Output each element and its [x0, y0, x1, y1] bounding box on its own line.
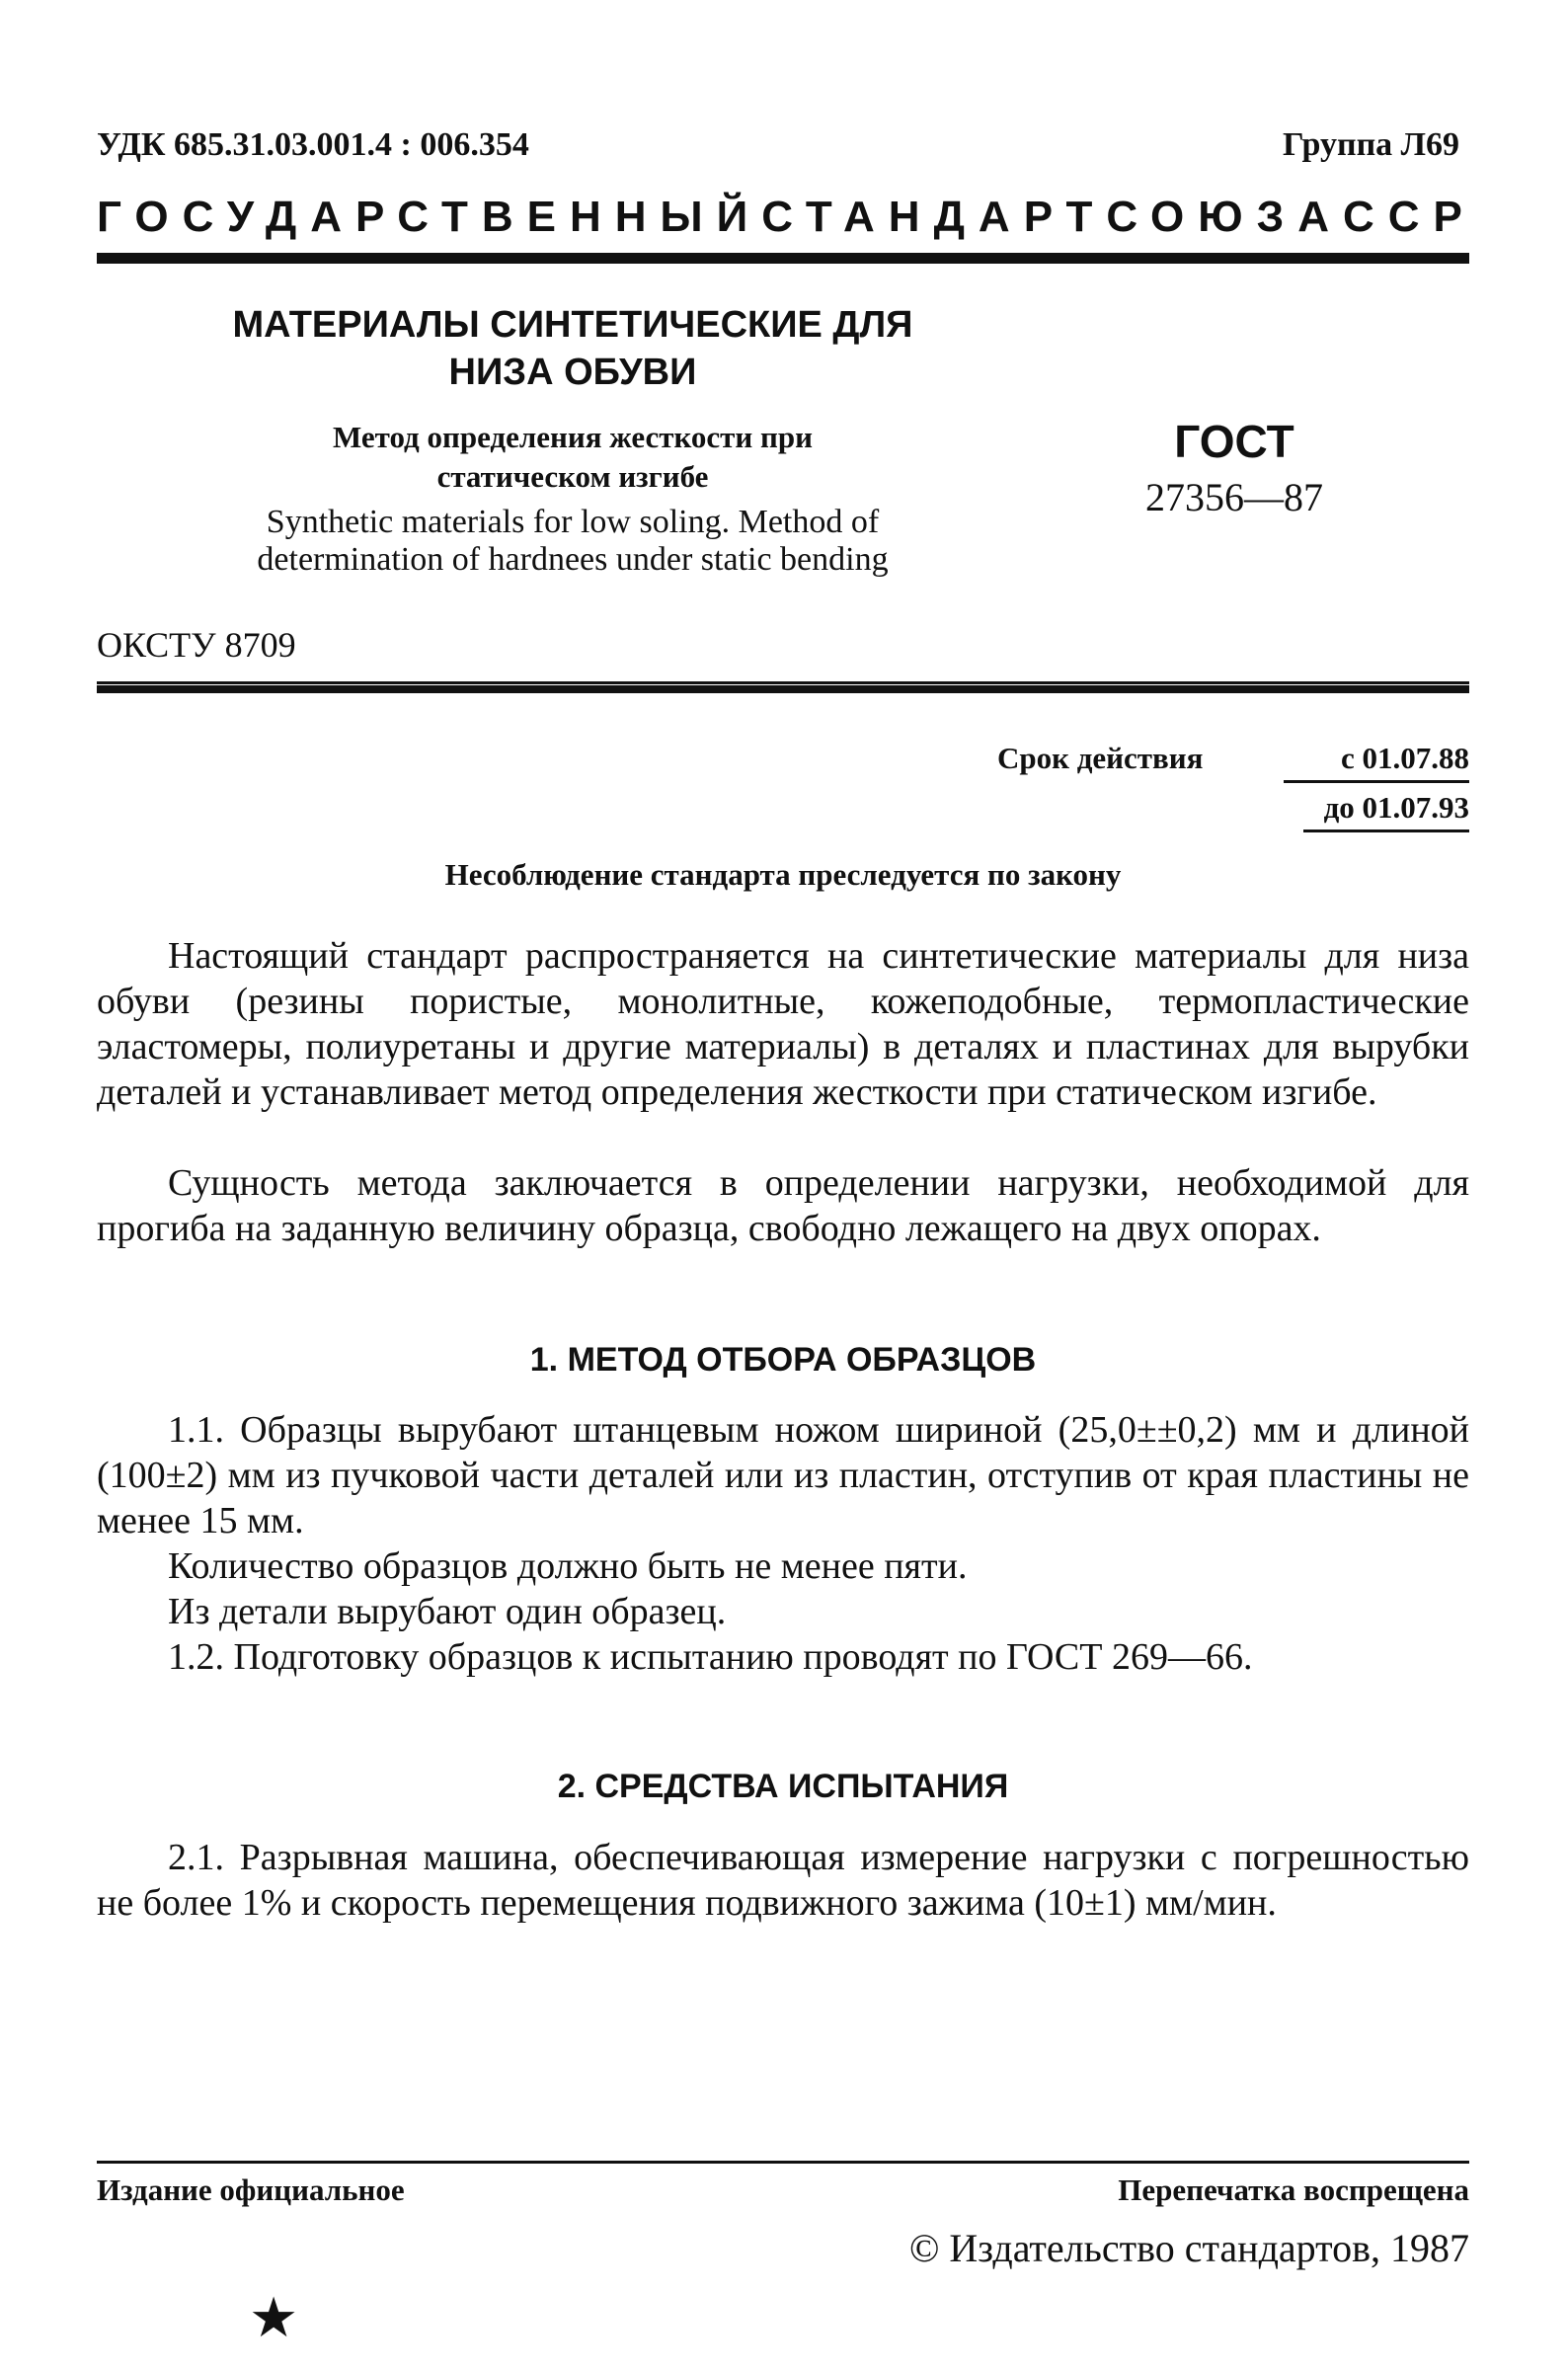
header-rule: [97, 253, 1469, 264]
gost-number: 27356—87: [1145, 475, 1323, 519]
gost-label: ГОСТ: [1174, 416, 1294, 467]
org-word: ССР: [1342, 193, 1476, 241]
document-subtitle: [168, 418, 978, 497]
validity-underline: [1284, 780, 1469, 783]
section-paragraph: [97, 1835, 1469, 1926]
paragraph-text: 1.2. Подготовку образцов к испытанию проводят по ГОСТ 269—66.: [168, 1636, 1253, 1678]
org-word: ГОСУДАРСТВЕННЫЙ: [97, 193, 762, 241]
english-title: [168, 504, 978, 579]
section-paragraph: [97, 1407, 1469, 1543]
edition-note: Издание официальное: [97, 2172, 405, 2207]
paragraph-text: 1.1. Образцы вырубают штанцевым ножом шириной (25,0±±0,2) мм и длиной (100±2) мм из пучковой части деталей или из пластин, отступив от края пластины не менее 15 мм.: [97, 1409, 1469, 1541]
divider-rule: [97, 681, 1469, 684]
legal-notice: Несоблюдение стандарта преследуется по закону: [444, 857, 1122, 892]
paragraph-text: Из детали вырубают один образец.: [168, 1591, 727, 1632]
english-title-line: Synthetic materials for low soling. Method of: [266, 504, 880, 540]
paragraph-text: Настоящий стандарт распространяется на синтетические материалы для низа обуви (резины пористые, монолитные, кожеподобные, термопластические эластомеры, полиуретаны и другие материалы) в деталях и пластинах для вырубки деталей и устанавливает метод определения жесткости при статическом изгибе.: [97, 935, 1469, 1113]
section-heading: 2. СРЕДСТВА ИСПЫТАНИЯ: [557, 1768, 1009, 1805]
intro-paragraph: [97, 1160, 1469, 1251]
paragraph-text: 2.1. Разрывная машина, обеспечивающая измерение нагрузки с погрешностью не более 1% и скорость перемещения подвижного зажима (10±1) мм/мин.: [97, 1837, 1469, 1924]
okstu-code: ОКСТУ 8709: [97, 625, 296, 665]
star-icon: ★: [249, 2288, 299, 2349]
intro-paragraph: [97, 933, 1469, 1115]
issuing-organization: [97, 193, 1476, 242]
subtitle-line: статическом изгибе: [436, 459, 709, 494]
validity-from: с 01.07.88: [1340, 741, 1469, 775]
org-word: СОЮЗА: [1106, 193, 1343, 241]
section-paragraph: [97, 1543, 1469, 1589]
paragraph-text: Сущность метода заключается в определении нагрузки, необходимой для прогиба на заданную величину образца, свободно лежащего на двух опорах.: [97, 1162, 1469, 1249]
footer-rule: [97, 2161, 1469, 2164]
title-line: МАТЕРИАЛЫ СИНТЕТИЧЕСКИЕ ДЛЯ: [232, 304, 913, 346]
title-line: НИЗА ОБУВИ: [448, 352, 697, 393]
validity-to: до 01.07.93: [1323, 790, 1469, 825]
org-word: СТАНДАРТ: [761, 193, 1107, 241]
group-code: Группа Л69: [1283, 126, 1459, 163]
english-title-line: determination of hardnees under static bending: [257, 541, 889, 578]
document-title: [168, 301, 978, 396]
copyright-notice: © Издательство стандартов, 1987: [908, 2226, 1469, 2270]
section-heading: 1. МЕТОД ОТБОРА ОБРАЗЦОВ: [529, 1341, 1037, 1379]
validity-underline: [1303, 830, 1469, 832]
divider-rule-thick: [97, 685, 1469, 693]
section-paragraph: [97, 1589, 1469, 1634]
subtitle-line: Метод определения жесткости при: [333, 420, 813, 454]
validity-label: Срок действия: [997, 741, 1204, 775]
paragraph-text: Количество образцов должно быть не менее пяти.: [168, 1545, 968, 1587]
section-paragraph: [97, 1634, 1469, 1680]
udk-code: УДК 685.31.03.001.4 : 006.354: [97, 126, 529, 163]
reprint-note: Перепечатка воспрещена: [1118, 2172, 1469, 2207]
